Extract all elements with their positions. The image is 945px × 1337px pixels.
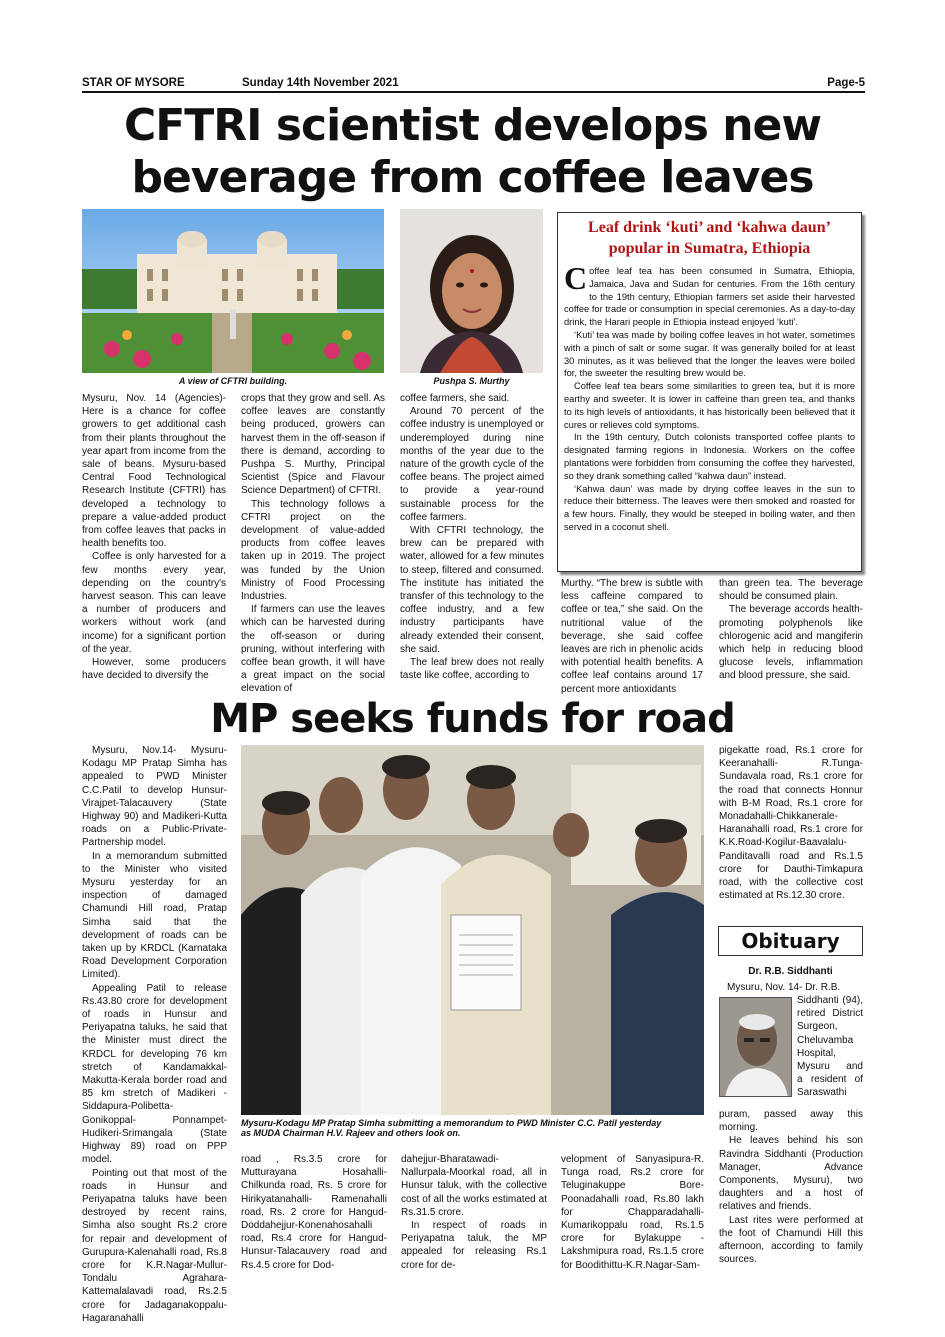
cftri-headline-line1: CFTRI scientist develops new: [123, 100, 822, 151]
road-col1-para: Appealing Patil to release Rs.43.80 crore for development of roads in Hunsur and Periyapatna taluks, he said that the Minister must direct the KRDCL for developing 76 km stretch of Kandamakkal-Makutta-Kerala border road and 85 km stretch of Madikeri - Siddapura-Polibetta-Gonikoppal- Ponnampet- Hudikeri-Srimangala (State Highway 89) road on PPP model.: [82, 982, 227, 1166]
masthead: [82, 77, 865, 93]
sidebar-title-line2: popular in Sumatra, Ethiopia: [608, 240, 811, 257]
pushpa-murthy-photo: [400, 209, 543, 373]
cftri-headline-line2: beverage from coffee leaves: [131, 152, 814, 203]
road-col-5: [719, 744, 863, 902]
obit-line: a resident of: [797, 1074, 863, 1086]
obit-line: Hospital,: [797, 1047, 836, 1059]
sidebar-para: Coffee leaf tea bears some similarities to green tea, but it is more earthy and sweeter. It is lower in caffeine than green tea, and thanks to its high levels of antioxidants, it has historically been believed that it cures or relieves cold symptoms.: [564, 381, 855, 430]
obit-line: Mysuru, Nov. 14- Dr. R.B.: [727, 982, 841, 993]
sidebar-para: In the 19th century, Dutch colonists transported coffee plants to designated farming regions in Indonesia. Workers on the coffee plantations were forbidden from consuming the coffee they harvested, so they drank something called “kahwa daun” instead.: [564, 432, 855, 481]
cftri-col-2: [241, 392, 385, 696]
road-col3-para: dahejjur-Bharatawadi-Nallurpala-Moorkal road, all in Hunsur taluk, with the collective cost of all the works estimated at Rs.31.5 crore.: [401, 1154, 547, 1218]
kuti-kahwa-sidebar: [557, 212, 862, 572]
road-col-4: [561, 1153, 704, 1272]
obit-para: He leaves behind his son Ravindra Siddhanti (Production Manager, Advance Components, Mysuru), two daughters and a host of relatives and friends.: [719, 1135, 863, 1213]
cftri-col1-para: Mysuru, Nov. 14 (Agencies)- Here is a chance for coffee growers to get additional cash from their plants throughout the year apart from income from the sale of beans. Mysuru-based Central Food Technological Research Institute (CFTRI) has developed a technology to prepare a value-added product from coffee leaves that packs in health benefits too.: [82, 393, 226, 550]
cftri-col2-para: This technology follows a CFTRI project on the development of value-added products from coffee leaves taken up in 2019. The project was funded by the Union Ministry of Food Processing Industries.: [241, 498, 385, 603]
mp-photo-caption: [241, 1118, 704, 1138]
mp-photo-caption-line1: Mysuru-Kodagu MP Pratap Simha submitting a memorandum to PWD Minister C.C. Patil yesterday: [241, 1118, 662, 1128]
cftri-col5-para: than green tea. The beverage should be consumed plain.: [719, 578, 863, 603]
cftri-col3-para: The leaf brew does not really taste like coffee, according to: [400, 657, 544, 682]
obit-para: Last rites were performed at the foot of Chamundi Hill this afternoon, according to family sources.: [719, 1214, 863, 1266]
cftri-col-3: [400, 392, 544, 682]
road-col2-para: road , Rs.3.5 crore for Mutturayana Hosahalli-Chilkunda road, Rs. 5 crore for Hirikyatanahalli- Ramenahalli road, Rs. 2 crore for Hangud-Doddahejjur-Konenahosahalli road, Rs.4 crore for Hangud- Hunsur-Talacauvery road and Rs.4.5 crore for Dod-: [241, 1154, 387, 1271]
road-col4-para: velopment of Sanyasipura-R. Tunga road, Rs.2 crore for Teluginakuppe Bore-Poonadahalli road, Rs.80 lakh for Chapparadahalli-Kumarikoppalu road, Rs.1.5 crore for Bylakuppe - Lakshmipura road, Rs.1.5 crore for Boodithittu-K.R.Nagar-Sam-: [561, 1154, 704, 1271]
road-col-3: [401, 1153, 547, 1272]
obituary-side-text: [797, 994, 863, 1100]
road-col5-para: pigekatte road, Rs.1 crore for Keeranahalli- R.Tunga-Sundavala road, Rs.1 crore for the road that connects Honnur with B-M Road, Rs.1 crore for Monadahalli-Chikkanerale-Haranahalli road, Rs.1 crore for K.K.Road-Kogilur-Baavalalu-Panditavalli road and Rs.1.5 crore for Dauthi-Timkapura road, with the collective cost estimated at Rs.12.30 crore.: [719, 745, 863, 902]
sidebar-body: [564, 260, 855, 534]
obit-line: Saraswathi: [797, 1087, 847, 1099]
cftri-col-5: [719, 577, 863, 683]
obit-line: retired District: [797, 1008, 863, 1020]
sidebar-dropcap: C: [564, 260, 588, 296]
mp-photo-caption-line2: as MUDA Chairman H.V. Rajeev and others look on.: [241, 1128, 461, 1138]
road-col1-para: In a memorandum submitted to the Minister who visited Mysuru yesterday for an inspection of damaged Chamundi Hill road, Pratap Simha said that the development of roads can be taken up by KRDCL (Karnataka Road Development Corporation Limited).: [82, 850, 227, 981]
sidebar-first-para: offee leaf tea has been consumed in Sumatra, Ethiopia, Jamaica, Java and Sudan for centuries. From the 16th century to the 19th century, Ethiopian farmers set aside their harvested coffee for trade or consumption in special ceremonies. As a day-to-day drink, the Harari people in Ethiopia instead enjoyed ‘kuti’.: [564, 266, 855, 328]
sidebar-para: ‘Kahwa daun’ was made by drying coffee leaves in the sun to reduce their bitterness. The leaves were then smoked and roasted for a few hours. Finally, they would be steeped in boiling water, and then served in a coconut shell.: [564, 483, 855, 532]
pushpa-murthy-caption: Pushpa S. Murthy: [433, 376, 510, 386]
sidebar-para: ‘Kuti’ tea was made by boiling coffee leaves in hot water, sometimes with a pinch of salt or some sugar. It was generally boiled for at least 30 minutes, as it was believed that the longer the leaves were boiled for, the sweeter the resulting brew would be.: [564, 329, 855, 379]
sidebar-title-line1: Leaf drink ‘kuti’ and ‘kahwa daun’: [588, 219, 831, 236]
sidebar-title: [564, 217, 855, 259]
cftri-col3-para: coffee farmers, she said.: [400, 393, 510, 404]
cftri-col3-para: Around 70 percent of the coffee industry is unemployed or underemployed during nine months of the year due to the nature of the growth cycle of the coffee beans. The project aimed to provide a year-round sustainable process for the coffee farmers.: [400, 406, 544, 523]
road-col1-para: Pointing out that most of the roads in Hunsur and Periyapatna taluks have been destroyed by recent rains, Simha also sought Rs.2 crore for repair and development of Gurupura-Kalenahalli road, Rs.8 crore for K.R.Nagar-Mullur-Tondalu Agrahara-Kattemalalavadi road, Rs.2.5 crore for Jadaganakoppalu-Hagaranahalli: [82, 1167, 227, 1324]
cftri-col4-para: Murthy. “The brew is subtle with less caffeine compared to coffee or tea,” she said. On the nutritional value of the beverage, she said coffee leaves are rich in phenolic acids with potential health benefits. A coffee leaf contains around 17 percent more antioxidants: [561, 578, 703, 695]
paper-name: STAR OF MYSORE: [82, 77, 185, 89]
obit-line: puram, passed away this morning.: [719, 1109, 863, 1134]
obit-line: Surgeon,: [797, 1021, 838, 1033]
obit-line: Mysuru and: [797, 1061, 863, 1073]
cftri-building-caption: A view of CFTRI building.: [178, 376, 288, 386]
obit-line: Cheluvamba: [797, 1034, 854, 1046]
cftri-col2-para: If farmers can use the leaves which can be harvested during the off-season or during pruning, without interfering with coffee bean growth, it will have a great impact on the social elevation of: [241, 604, 385, 695]
cftri-col-4: [561, 577, 703, 696]
issue-date: Sunday 14th November 2021: [242, 77, 399, 89]
road-col-1: [82, 744, 227, 1325]
obituary-intro: [719, 981, 863, 994]
road-col3-para: In respect of roads in Periyapatna taluk, the MP appealed for releasing Rs.1 crore for de-: [401, 1220, 547, 1271]
cftri-col1-para: However, some producers have decided to diversify the: [82, 657, 226, 682]
obituary-name: Dr. R.B. Siddhanti: [748, 966, 833, 977]
cftri-col-1: [82, 392, 226, 682]
obit-line: Siddhanti (94),: [797, 995, 863, 1006]
mp-memorandum-photo: [241, 745, 704, 1115]
cftri-col3-para: With CFTRI technology, the brew can be prepared with water, allowed for a few minutes to steep, filtered and consumed. The institute has initiated the transfer of this technology to the coffee industry, and a few industry participants have already extended their consent, she said.: [400, 525, 544, 655]
page-number: Page-5: [827, 77, 865, 89]
road-col1-para: Mysuru, Nov.14- Mysuru-Kodagu MP Pratap Simha has appealed to PWD Minister C.C.Patil to develop Hunsur-Virajpet-Talacauvery (State Highway 90) and Madikeri-Kutta roads on a Public-Private-Partnership model.: [82, 745, 227, 849]
road-development-headline: MP seeks funds for road: [210, 696, 735, 742]
cftri-col1-para: Coffee is only harvested for a few months every year, depending on the country's harvest season. This can leave a number of producers and workers without work (and income) for a significant portion of the year.: [82, 551, 226, 655]
cftri-building-photo: [82, 209, 384, 373]
obituary-heading: Obituary: [718, 926, 863, 956]
obituary-photo: [719, 997, 792, 1097]
road-col-2: [241, 1153, 387, 1272]
cftri-col5-para: The beverage accords health-promoting polyphenols like chlorogenic acid and mangiferin which help in reducing blood glucose levels, inflammation and blood pressure, she said.: [719, 604, 863, 682]
obituary-body: [719, 1108, 863, 1266]
cftri-col2-para: crops that they grow and sell. As coffee leaves are constantly being produced, growers can harvest them in the off-season if there is demand, according to Pushpa S. Murthy, Principal Scientist (Spice and Flavour Science Department) of CFTRI.: [241, 393, 385, 497]
cftri-headline: [70, 100, 875, 204]
